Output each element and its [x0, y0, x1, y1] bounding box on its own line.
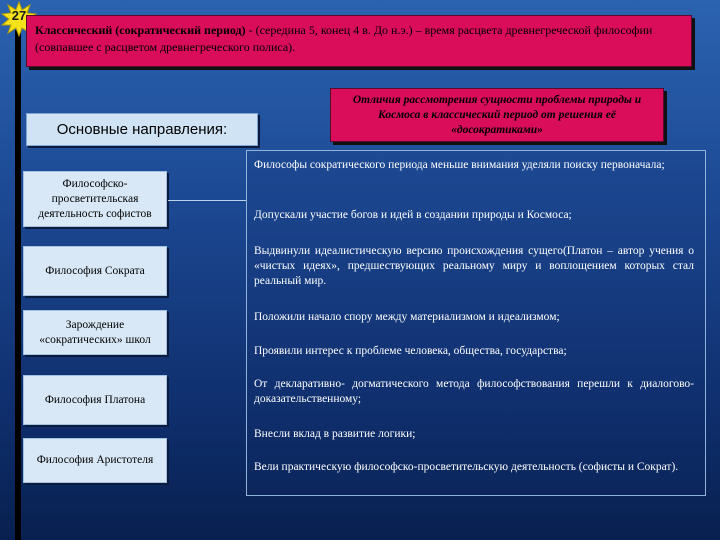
direction-label: Философско-просветительская деятельность софистов [38, 177, 152, 220]
direction-label: Философия Аристотеля [36, 454, 154, 466]
direction-box-socratic-schools [23, 310, 167, 355]
difference-item: Допускали участие богов и идей в создании природы и Космоса; [254, 209, 572, 221]
left-vertical-bar [15, 30, 21, 540]
difference-item: Выдвинули идеалистическую версию происхождения сущего(Платон – автор учения о «чистых идеях», предшествующих реальному миру и воплощением которых стал реальный мир. [254, 245, 694, 287]
period-description: - (середина 5, конец 4 в. До н.э.) – время расцвета древнегреческой философии (совпавшее с расцветом древнегреческого полиса). [35, 23, 653, 54]
direction-label: Зарождение «сократических» школ [39, 318, 151, 346]
direction-box-plato [23, 375, 167, 425]
differences-title-box [330, 88, 664, 142]
difference-item: Положили начало спору между материализмом и идеализмом; [254, 311, 560, 323]
difference-item: Вели практическую философско-просветительскую деятельность (софисты и Сократ). [254, 461, 679, 473]
directions-title-box [26, 113, 258, 146]
connector-line [168, 200, 246, 201]
slide-number: 27 [11, 8, 27, 23]
direction-box-socrates [23, 246, 167, 296]
direction-label: Философия Сократа [45, 264, 145, 277]
difference-item: От декларативно- догматического метода философствования перешли к диалогово-доказательственному; [254, 378, 694, 405]
difference-item: Проявили интерес к проблеме человека, общества, государства; [254, 345, 567, 357]
difference-item: Внесли вклад в развитие логики; [254, 428, 416, 440]
header-banner [26, 15, 692, 67]
period-title: Классический (сократический период) [35, 23, 246, 37]
differences-title: Отличия рассмотрения сущности проблемы природы и Космоса в классический период от решения её «досократиками» [352, 94, 642, 136]
direction-label: Философия Платона [44, 393, 146, 406]
direction-box-sophists [23, 171, 167, 227]
directions-title: Основные направления: [56, 121, 228, 138]
direction-box-aristotle [23, 438, 167, 483]
difference-item: Философы сократического периода меньше внимания уделяли поиску первоначала; [254, 159, 665, 171]
